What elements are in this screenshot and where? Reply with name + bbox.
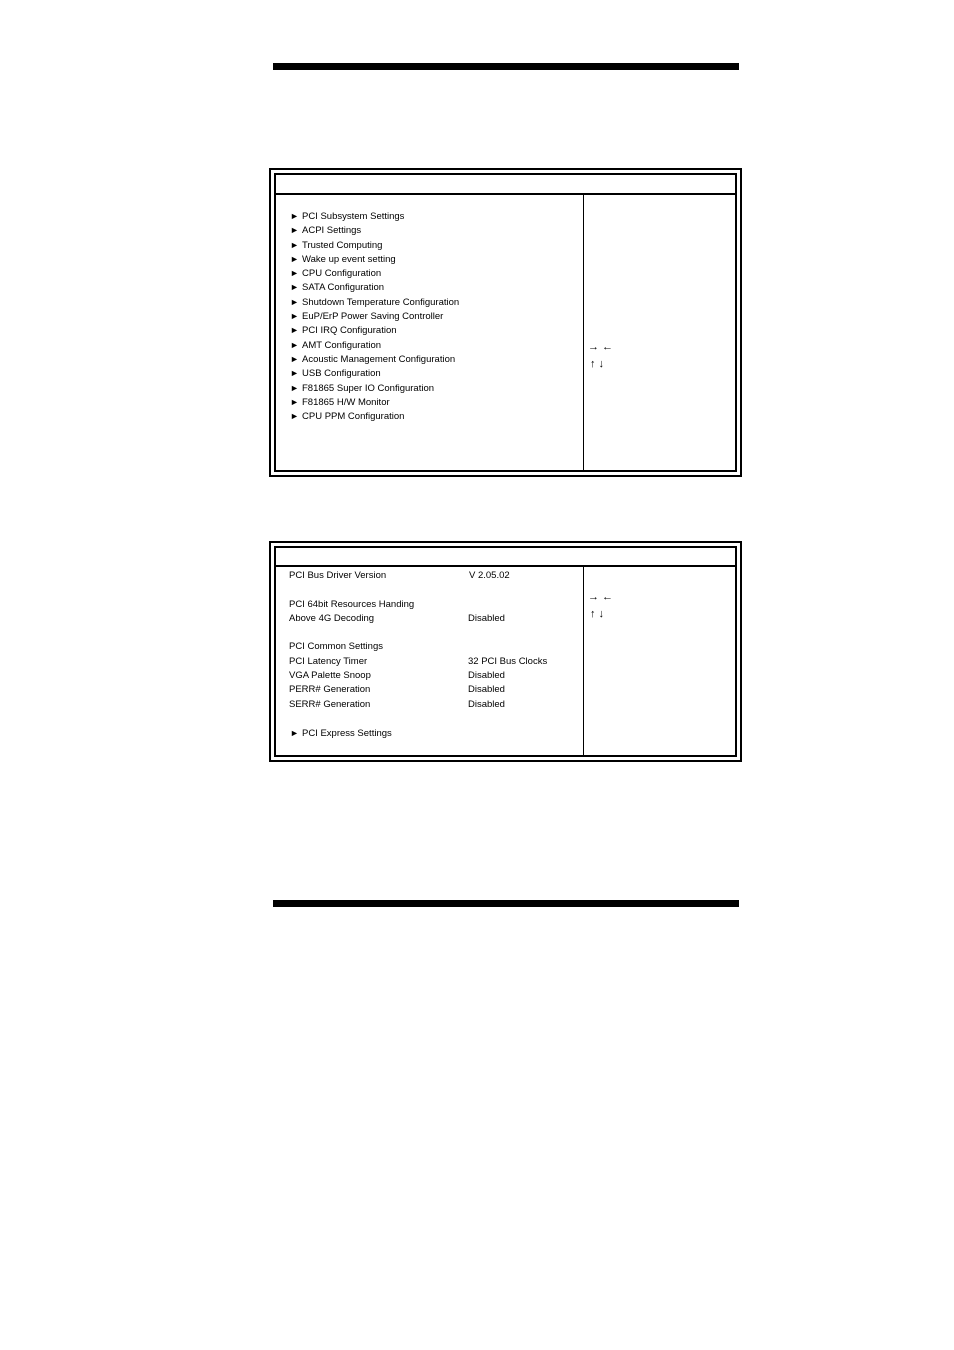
setting-value: Disabled: [468, 612, 505, 624]
menu-item-label: Wake up event setting: [302, 253, 396, 265]
submenu-arrow-icon: ►: [290, 239, 299, 250]
left-right-arrows-icon: → ←: [588, 341, 614, 353]
top-page-rule: [273, 63, 739, 70]
menu-item-label: Trusted Computing: [302, 239, 383, 251]
setting-label: PERR# Generation: [289, 684, 371, 696]
setting-value: V 2.05.02: [469, 570, 510, 581]
vga-palette-snoop-row[interactable]: [289, 669, 579, 683]
pci-latency-timer-row[interactable]: [289, 655, 579, 669]
menu-item-label: PCI IRQ Configuration: [302, 325, 397, 337]
setting-label: PCI Latency Timer: [289, 655, 368, 667]
menu-item-label: PCI Express Settings: [302, 728, 392, 740]
menu-item-wake-up-event-setting[interactable]: [290, 252, 459, 266]
submenu-arrow-icon: ►: [290, 296, 299, 307]
submenu-arrow-icon: ►: [290, 411, 299, 422]
setting-value: Disabled: [468, 670, 505, 682]
pci-subsystem-screen: [269, 541, 742, 762]
advanced-menu-help-keys: [588, 339, 613, 373]
pci-subsystem-help-keys: [588, 589, 613, 623]
pci-subsystem-header-bar: [276, 548, 735, 567]
advanced-menu-screen: [269, 168, 742, 477]
menu-item-f81865-hw-monitor[interactable]: [290, 395, 459, 409]
blank-row: [289, 712, 579, 726]
up-down-arrows-icon: ↑ ↓: [590, 608, 605, 620]
menu-item-cpu-ppm-configuration[interactable]: [290, 409, 459, 423]
pci-settings-list: [289, 569, 579, 741]
menu-item-pci-express-settings[interactable]: [289, 726, 579, 740]
menu-item-label: F81865 H/W Monitor: [302, 396, 390, 408]
pci-common-settings-row: [289, 640, 579, 654]
menu-item-label: AMT Configuration: [302, 339, 382, 351]
menu-item-label: Acoustic Management Configuration: [302, 353, 456, 365]
advanced-menu-list: [290, 209, 459, 423]
setting-label: VGA Palette Snoop: [289, 670, 371, 682]
section-label: PCI Common Settings: [289, 641, 383, 653]
bottom-page-rule: [273, 900, 739, 907]
menu-item-label: CPU PPM Configuration: [302, 411, 405, 423]
submenu-arrow-icon: ►: [290, 268, 299, 279]
setting-label: PCI Bus Driver Version: [289, 570, 387, 581]
menu-item-label: Shutdown Temperature Configuration: [302, 296, 460, 308]
setting-label: SERR# Generation: [289, 698, 371, 710]
submenu-arrow-icon: ►: [290, 325, 299, 336]
menu-item-acoustic-management-configuration[interactable]: [290, 352, 459, 366]
pci-64bit-resources-handing-row: [289, 598, 579, 612]
menu-item-label: SATA Configuration: [302, 282, 385, 294]
submenu-arrow-icon: ►: [290, 728, 299, 739]
menu-item-label: F81865 Super IO Configuration: [302, 382, 435, 394]
menu-item-usb-configuration[interactable]: [290, 366, 459, 380]
up-down-arrows-icon: ↑ ↓: [590, 358, 605, 370]
submenu-arrow-icon: ►: [290, 253, 299, 264]
menu-item-label: USB Configuration: [302, 368, 381, 380]
submenu-arrow-icon: ►: [290, 211, 299, 221]
menu-item-label: ACPI Settings: [302, 225, 362, 237]
menu-item-label: CPU Configuration: [302, 268, 382, 280]
menu-item-label: EuP/ErP Power Saving Controller: [302, 311, 444, 323]
advanced-menu-help-divider: [583, 195, 584, 470]
submenu-arrow-icon: ►: [290, 339, 299, 350]
advanced-menu-frame: [274, 173, 737, 472]
submenu-arrow-icon: ►: [290, 353, 299, 364]
left-right-arrows-icon: → ←: [588, 591, 614, 603]
menu-item-amt-configuration[interactable]: [290, 338, 459, 352]
above-4g-decoding-row[interactable]: [289, 612, 579, 626]
setting-value: 32 PCI Bus Clocks: [468, 655, 548, 667]
setting-value: Disabled: [468, 698, 505, 710]
perr-generation-row[interactable]: [289, 683, 579, 697]
submenu-arrow-icon: ►: [290, 282, 299, 293]
menu-item-label: PCI Subsystem Settings: [302, 211, 405, 222]
menu-item-sata-configuration[interactable]: [290, 280, 459, 294]
menu-item-cpu-configuration[interactable]: [290, 266, 459, 280]
submenu-arrow-icon: ►: [290, 225, 299, 236]
menu-item-eup-erp-power-saving-controller[interactable]: [290, 309, 459, 323]
section-label: PCI 64bit Resources Handing: [289, 598, 415, 610]
blank-row: [289, 626, 579, 640]
menu-item-f81865-super-io-configuration[interactable]: [290, 381, 459, 395]
menu-item-pci-subsystem-settings[interactable]: [290, 209, 459, 223]
setting-value: Disabled: [468, 684, 505, 696]
submenu-arrow-icon: ►: [290, 311, 299, 322]
advanced-menu-header-bar: [276, 175, 735, 195]
menu-item-shutdown-temperature-configuration[interactable]: [290, 295, 459, 309]
pci-subsystem-help-divider: [583, 567, 584, 755]
pci-subsystem-frame: [274, 546, 737, 757]
menu-item-acpi-settings[interactable]: [290, 223, 459, 237]
menu-item-trusted-computing[interactable]: [290, 238, 459, 252]
serr-generation-row[interactable]: [289, 698, 579, 712]
submenu-arrow-icon: ►: [290, 382, 299, 393]
setting-label: Above 4G Decoding: [289, 612, 375, 624]
pci-bus-driver-version-row: [289, 569, 579, 583]
blank-row: [289, 583, 579, 597]
menu-item-pci-irq-configuration[interactable]: [290, 323, 459, 337]
submenu-arrow-icon: ►: [290, 368, 299, 379]
submenu-arrow-icon: ►: [290, 396, 299, 407]
